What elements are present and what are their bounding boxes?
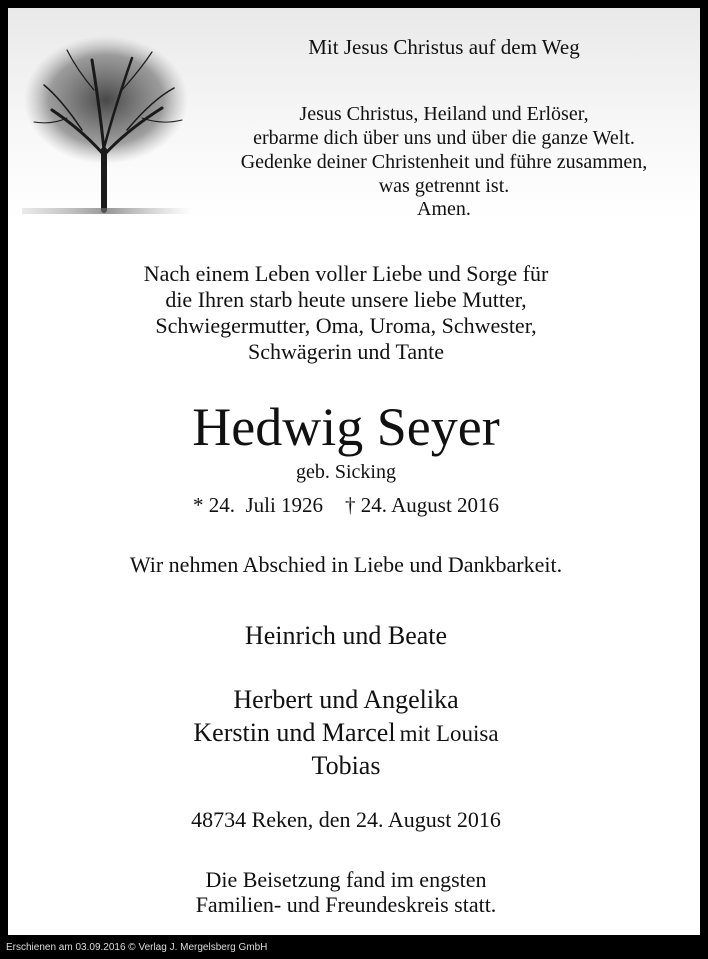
mourner-names: Kerstin und Marcel <box>193 718 396 747</box>
header-motto: Mit Jesus Christus auf dem Weg <box>308 35 580 59</box>
intro-line: Schwiegermutter, Oma, Uroma, Schwester, <box>155 313 537 338</box>
maiden-name: geb. Sicking <box>296 461 396 483</box>
obituary-notice <box>8 8 700 935</box>
intro-line: Nach einem Leben voller Liebe und Sorge für <box>143 261 549 286</box>
burial-note-line: Familien- und Freundeskreis statt. <box>195 892 497 917</box>
life-dates <box>0 492 692 518</box>
farewell-text: Wir nehmen Abschied in Liebe und Dankbarkeit. <box>129 552 563 577</box>
burial-note-line: Die Beisetzung fand im engsten <box>205 867 487 892</box>
mourner-line: Tobias <box>311 751 381 780</box>
birth-date: * 24. Juli 1926 <box>192 493 324 517</box>
mourner-extra: mit Louisa <box>399 721 499 746</box>
mourner-line: Herbert und Angelika <box>233 685 459 714</box>
mourner-line: Heinrich und Beate <box>244 621 448 650</box>
intro-line: Schwägerin und Tante <box>247 339 444 364</box>
tree-icon <box>22 30 192 220</box>
prayer-line: erbarme dich über uns und über die ganze Welt. <box>253 127 635 149</box>
place-date: 48734 Reken, den 24. August 2016 <box>191 807 501 832</box>
intro-line: die Ihren starb heute unsere liebe Mutter, <box>165 287 527 312</box>
prayer-line: Amen. <box>417 198 471 220</box>
publication-footer: Erschienen am 03.09.2016 © Verlag J. Mergelsberg GmbH <box>6 942 268 953</box>
prayer-line: Gedenke deiner Christenheit und führe zusammen, <box>240 151 648 173</box>
mourner-line <box>0 717 692 753</box>
prayer-line: Jesus Christus, Heiland und Erlöser, <box>299 103 589 125</box>
death-date: † 24. August 2016 <box>345 493 500 517</box>
deceased-name: Hedwig Seyer <box>192 397 500 457</box>
prayer-line: was getrennt ist. <box>378 175 510 197</box>
